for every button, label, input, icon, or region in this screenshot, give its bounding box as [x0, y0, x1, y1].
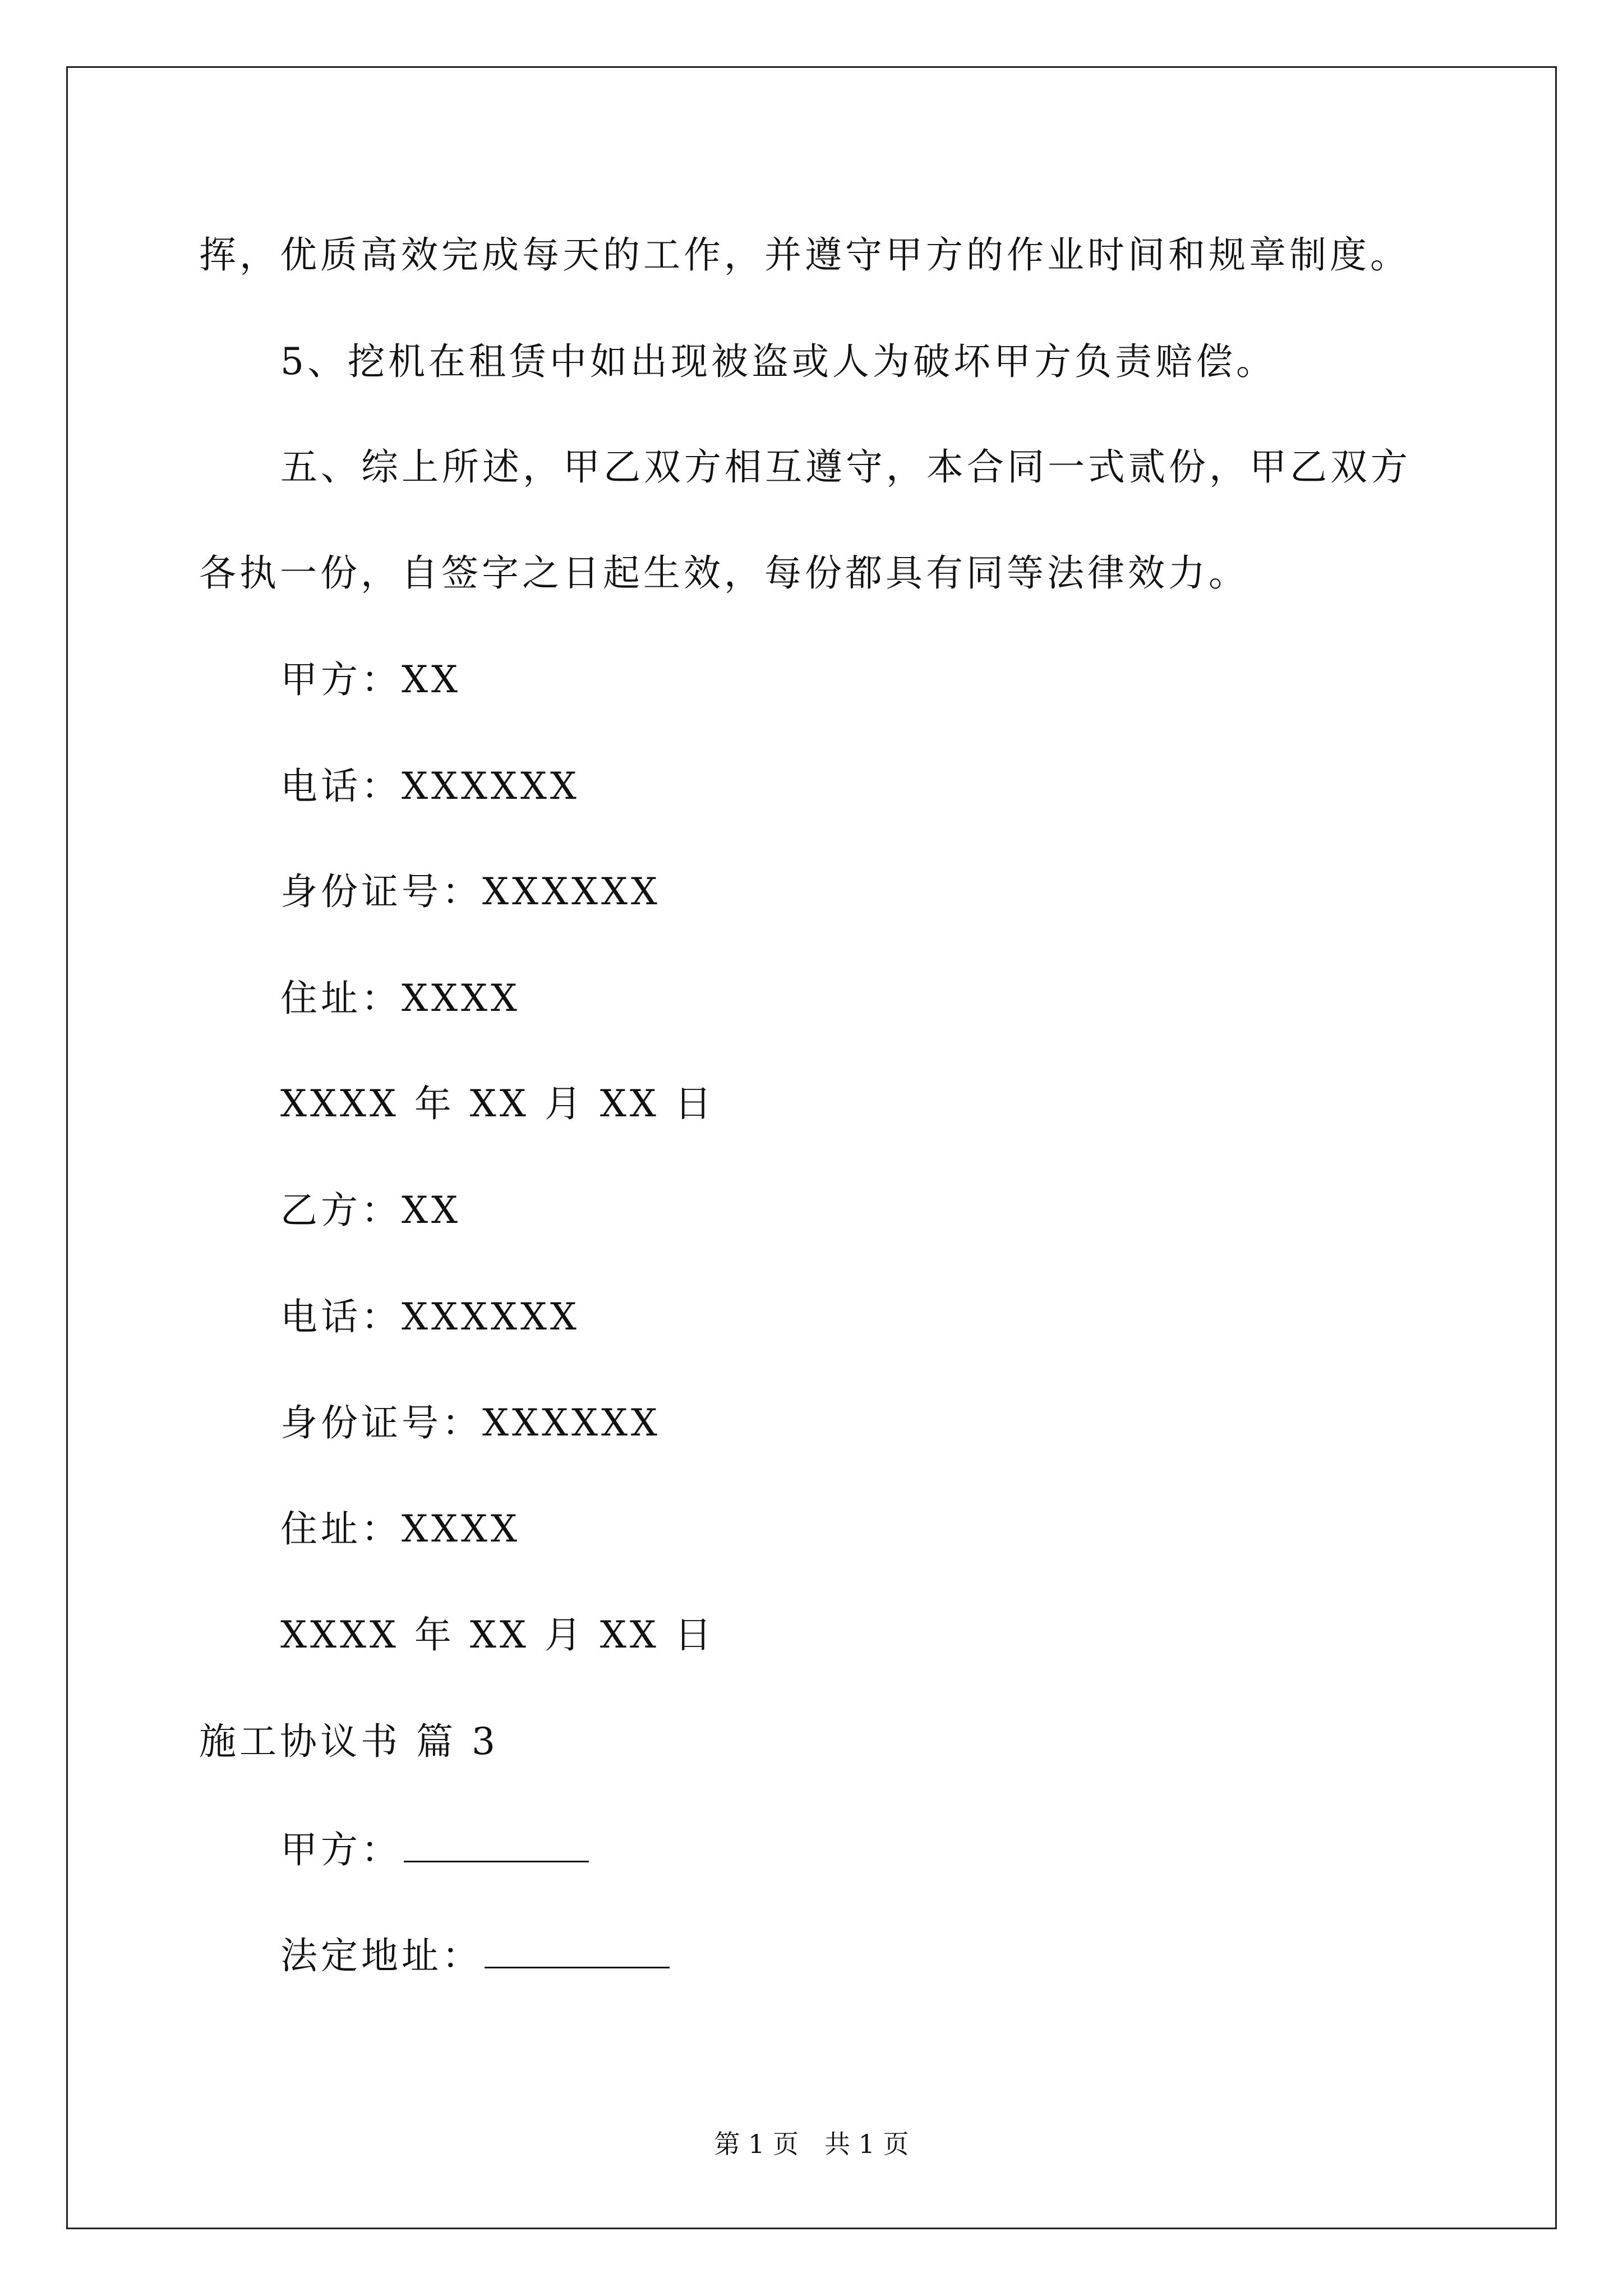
party-a-date: XXXX 年 XX 月 XX 日: [280, 1082, 715, 1125]
party-a-label: 甲方：: [280, 1828, 402, 1871]
page-number: 第 1 页: [714, 2129, 799, 2159]
page-total: 共 1 页: [824, 2129, 909, 2159]
party-a-name: 甲方：XX: [280, 658, 461, 701]
text-line-3: 五、综上所述，甲乙双方相互遵守，本合同一式贰份，甲乙双方: [280, 445, 1411, 489]
party-b-address: 住址：XXXX: [280, 1507, 520, 1550]
page-footer: [0, 2127, 1623, 2161]
legal-address-blank-field: [280, 1932, 670, 1978]
party-b-date: XXXX 年 XX 月 XX 日: [280, 1613, 715, 1657]
text-line-4: 各执一份，自签字之日起生效，每份都具有同等法律效力。: [199, 551, 1249, 595]
party-a-underline: [404, 1826, 589, 1862]
party-a-address: 住址：XXXX: [280, 977, 520, 1020]
party-b-phone: 电话：XXXXXX: [280, 1295, 580, 1338]
party-b-id: 身份证号：XXXXXX: [280, 1401, 661, 1444]
party-a-id: 身份证号：XXXXXX: [280, 870, 661, 913]
legal-address-underline: [485, 1932, 670, 1968]
legal-address-label: 法定地址：: [280, 1934, 482, 1977]
party-b-name: 乙方：XX: [280, 1189, 461, 1232]
party-a-phone: 电话：XXXXXX: [280, 765, 580, 808]
section-heading: 施工协议书 篇 3: [199, 1720, 499, 1763]
text-line-1: 挥，优质高效完成每天的工作，并遵守甲方的作业时间和规章制度。: [199, 233, 1410, 277]
party-a-blank-field: [280, 1826, 589, 1872]
text-line-2: 5、挖机在租赁中如出现被盗或人为破坏甲方负责赔偿。: [280, 340, 1276, 383]
page-border: [66, 66, 1557, 2229]
